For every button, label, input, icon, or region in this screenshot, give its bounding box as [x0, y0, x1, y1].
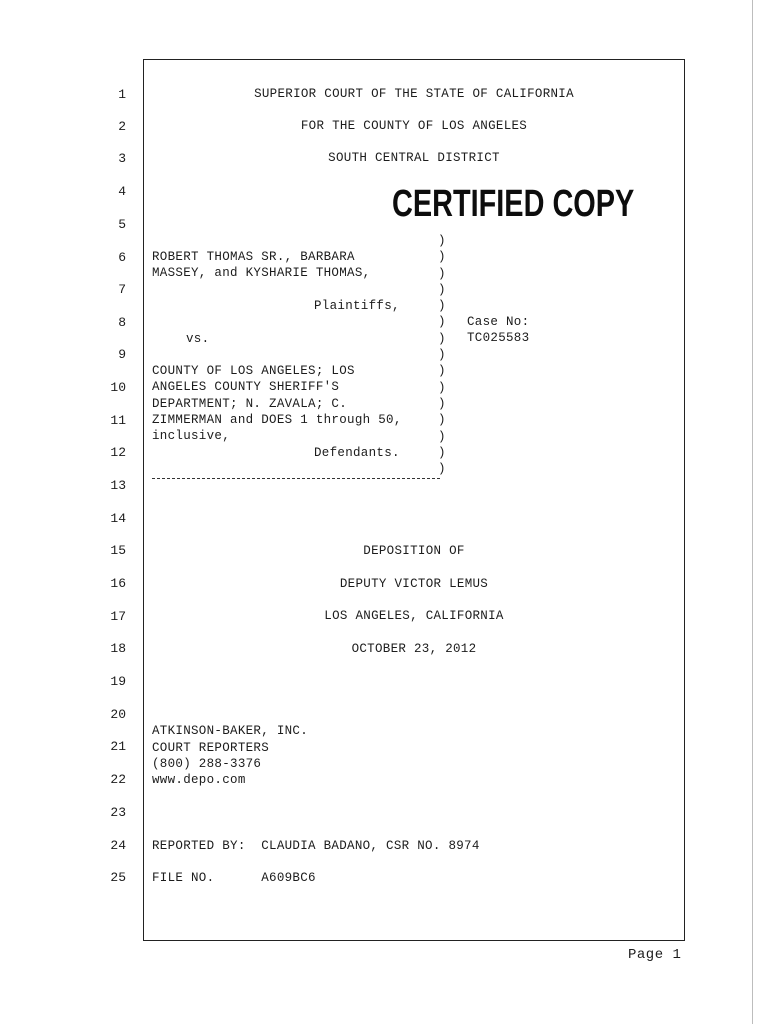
firm-website: www.depo.com — [152, 773, 246, 787]
plaintiffs-line-1: ROBERT THOMAS SR., BARBARA — [152, 250, 355, 264]
line-number: 5 — [118, 217, 126, 232]
caption-rule — [152, 478, 440, 479]
defendants-line-3: DEPARTMENT; N. ZAVALA; C. — [152, 397, 348, 411]
firm-type: COURT REPORTERS — [152, 741, 270, 755]
caption-paren-column: ) ) ) ) ) ) ) ) ) ) ) ) ) ) ) — [438, 234, 446, 477]
file-number: FILE NO. A609BC6 — [152, 871, 316, 885]
court-district: SOUTH CENTRAL DISTRICT — [328, 151, 500, 165]
firm-name: ATKINSON-BAKER, INC. — [152, 724, 309, 738]
case-number-label: Case No: — [467, 315, 530, 329]
line-number: 17 — [110, 609, 126, 624]
certified-copy-stamp: CERTIFIED COPY — [392, 183, 635, 225]
line-number: 20 — [110, 707, 126, 722]
line-number: 25 — [110, 870, 126, 885]
deponent-name: DEPUTY VICTOR LEMUS — [339, 577, 489, 591]
plaintiffs-label: Plaintiffs, — [314, 299, 400, 313]
deposition-title: DEPOSITION OF — [363, 544, 465, 558]
line-number: 23 — [110, 805, 126, 820]
line-number: 11 — [110, 413, 126, 428]
line-number: 12 — [110, 445, 126, 460]
line-number: 14 — [110, 511, 126, 526]
line-number: 4 — [118, 184, 126, 199]
line-number: 13 — [110, 478, 126, 493]
line-number: 7 — [118, 282, 126, 297]
deposition-location: LOS ANGELES, CALIFORNIA — [324, 609, 504, 623]
versus: vs. — [186, 332, 210, 346]
line-number: 22 — [110, 772, 126, 787]
defendants-line-5: inclusive, — [152, 429, 231, 443]
line-number: 15 — [110, 543, 126, 558]
line-number: 19 — [110, 674, 126, 689]
defendants-line-1: COUNTY OF LOS ANGELES; LOS — [152, 364, 355, 378]
defendants-label: Defendants. — [314, 446, 400, 460]
line-number: 24 — [110, 838, 126, 853]
line-number: 2 — [118, 119, 126, 134]
line-number: 21 — [110, 739, 126, 754]
line-number: 3 — [118, 151, 126, 166]
deposition-date: OCTOBER 23, 2012 — [351, 642, 477, 656]
line-number: 1 — [118, 87, 126, 102]
court-county: FOR THE COUNTY OF LOS ANGELES — [300, 119, 528, 133]
line-number: 9 — [118, 347, 126, 362]
line-number: 6 — [118, 250, 126, 265]
page-number: Page 1 — [628, 947, 682, 963]
line-number: 18 — [110, 641, 126, 656]
scan-edge-line — [752, 0, 753, 1024]
line-number: 10 — [110, 380, 126, 395]
case-number: TC025583 — [467, 331, 530, 345]
reported-by: REPORTED BY: CLAUDIA BADANO, CSR NO. 8974 — [152, 839, 480, 853]
firm-phone: (800) 288-3376 — [152, 757, 262, 771]
line-number: 16 — [110, 576, 126, 591]
line-number: 8 — [118, 315, 126, 330]
plaintiffs-line-2: MASSEY, and KYSHARIE THOMAS, — [152, 266, 371, 280]
defendants-line-2: ANGELES COUNTY SHERIFF'S — [152, 380, 340, 394]
court-name: SUPERIOR COURT OF THE STATE OF CALIFORNIA — [254, 87, 574, 101]
defendants-line-4: ZIMMERMAN and DOES 1 through 50, — [152, 413, 402, 427]
